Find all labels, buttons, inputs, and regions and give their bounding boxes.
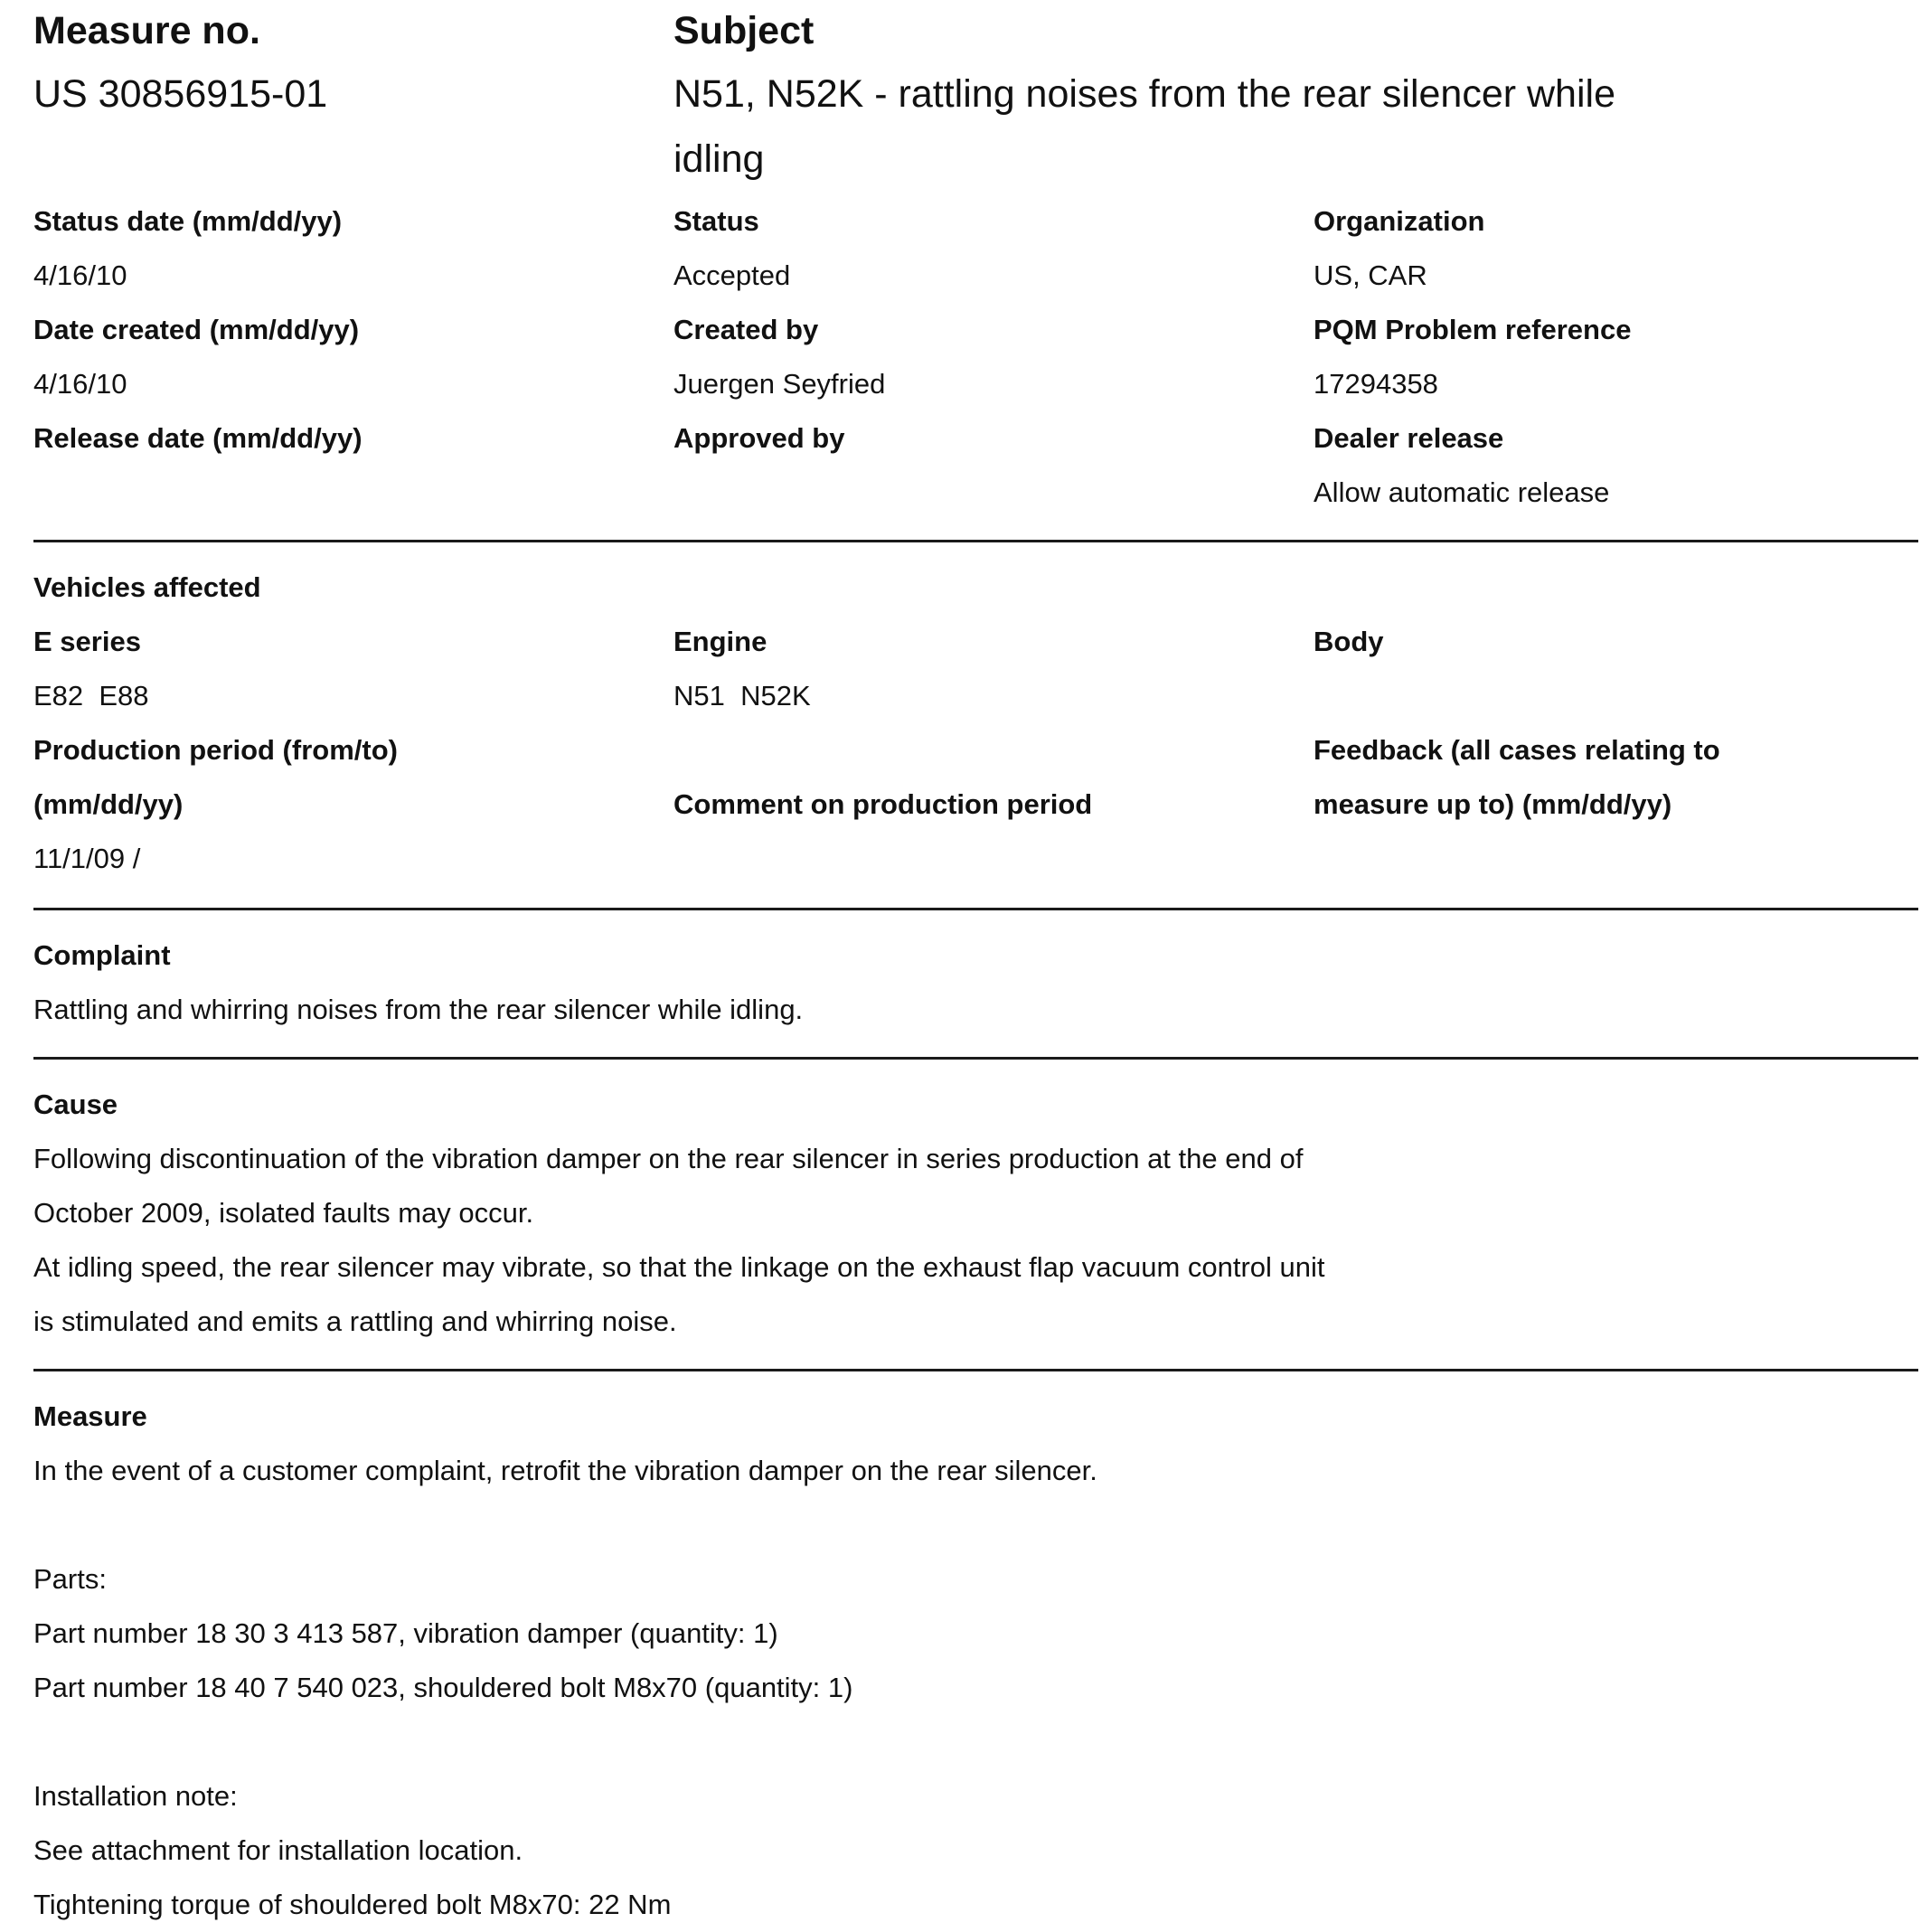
approved-by-label: Approved by (673, 422, 845, 454)
part-line: Part number 18 30 3 413 587, vibration damper (quantity: 1) (33, 1617, 778, 1649)
body-value (1314, 669, 1918, 723)
measure-no-value: US 30856915-01 (33, 72, 328, 116)
comment-label: Comment on production period (673, 788, 1093, 820)
measure-document (33, 0, 1918, 1932)
engine-label: Engine (673, 626, 767, 657)
feedback-label (1314, 723, 1918, 832)
vehicles-heading: Vehicles affected (33, 571, 261, 603)
measure-section (33, 1390, 1918, 1932)
part-line: Part number 18 40 7 540 023, shouldered bolt M8x70 (quantity: 1) (33, 1672, 853, 1703)
production-label-line-2: (mm/dd/yy) (33, 788, 184, 820)
status-label: Status (673, 205, 759, 237)
status-section (33, 194, 1918, 520)
release-date-value (33, 466, 673, 520)
production-label-line-1: Production period (from/to) (33, 734, 398, 766)
feedback-label-line-1: Feedback (all cases relating to (1314, 734, 1720, 766)
feedback-label-line-2: measure up to) (mm/dd/yy) (1314, 788, 1672, 820)
created-by-value: Juergen Seyfried (673, 368, 886, 400)
cause-line: At idling speed, the rear silencer may vibrate, so that the linkage on the exhaust flap vacuum control unit (33, 1251, 1325, 1283)
production-period-value: 11/1/09 / (33, 843, 141, 874)
feedback-value (1314, 832, 1918, 886)
production-period-label (33, 723, 673, 832)
measure-intro: In the event of a customer complaint, retrofit the vibration damper on the rear silencer. (33, 1455, 1097, 1486)
complaint-text: Rattling and whirring noises from the rear silencer while idling. (33, 994, 804, 1025)
subject-label: Subject (673, 9, 815, 52)
subject-block (673, 0, 1918, 192)
complaint-section (33, 928, 1918, 1037)
header-section (33, 0, 1918, 192)
date-created-label: Date created (mm/dd/yy) (33, 314, 360, 345)
subject-line-1: N51, N52K - rattling noises from the rear silencer while (673, 72, 1615, 116)
parts-label: Parts: (33, 1563, 107, 1595)
cause-line: October 2009, isolated faults may occur. (33, 1197, 534, 1229)
divider (33, 1369, 1918, 1371)
engine-value: N51 N52K (673, 680, 811, 712)
divider (33, 908, 1918, 910)
status-date-value: 4/16/10 (33, 259, 127, 291)
organization-value: US, CAR (1314, 259, 1427, 291)
measure-heading: Measure (33, 1400, 147, 1432)
date-created-value: 4/16/10 (33, 368, 127, 400)
dealer-release-value: Allow automatic release (1314, 476, 1610, 508)
subject-line-2: idling (673, 137, 765, 181)
pqm-reference-value: 17294358 (1314, 368, 1438, 400)
e-series-value: E82 E88 (33, 680, 149, 712)
body-label: Body (1314, 626, 1384, 657)
organization-label: Organization (1314, 205, 1485, 237)
status-date-label: Status date (mm/dd/yy) (33, 205, 343, 237)
divider (33, 1057, 1918, 1060)
installation-line: Tightening torque of shouldered bolt M8x70: 22 Nm (33, 1889, 672, 1920)
measure-no-block (33, 0, 673, 192)
cause-line: is stimulated and emits a rattling and whirring noise. (33, 1305, 677, 1337)
dealer-release-label: Dealer release (1314, 422, 1504, 454)
installation-note-label: Installation note: (33, 1780, 238, 1812)
measure-no-label: Measure no. (33, 9, 260, 52)
release-date-label: Release date (mm/dd/yy) (33, 422, 363, 454)
pqm-reference-label: PQM Problem reference (1314, 314, 1632, 345)
created-by-label: Created by (673, 314, 819, 345)
complaint-heading: Complaint (33, 939, 171, 971)
divider (33, 540, 1918, 542)
comment-value (673, 832, 1314, 886)
vehicles-section (33, 561, 1918, 886)
cause-line: Following discontinuation of the vibration damper on the rear silencer in series production at the end of (33, 1143, 1304, 1174)
installation-line: See attachment for installation location. (33, 1834, 523, 1866)
e-series-label: E series (33, 626, 141, 657)
approved-by-value (673, 466, 1314, 520)
cause-heading: Cause (33, 1089, 118, 1120)
cause-section (33, 1078, 1918, 1349)
comment-block (673, 723, 1314, 832)
status-value: Accepted (673, 259, 791, 291)
